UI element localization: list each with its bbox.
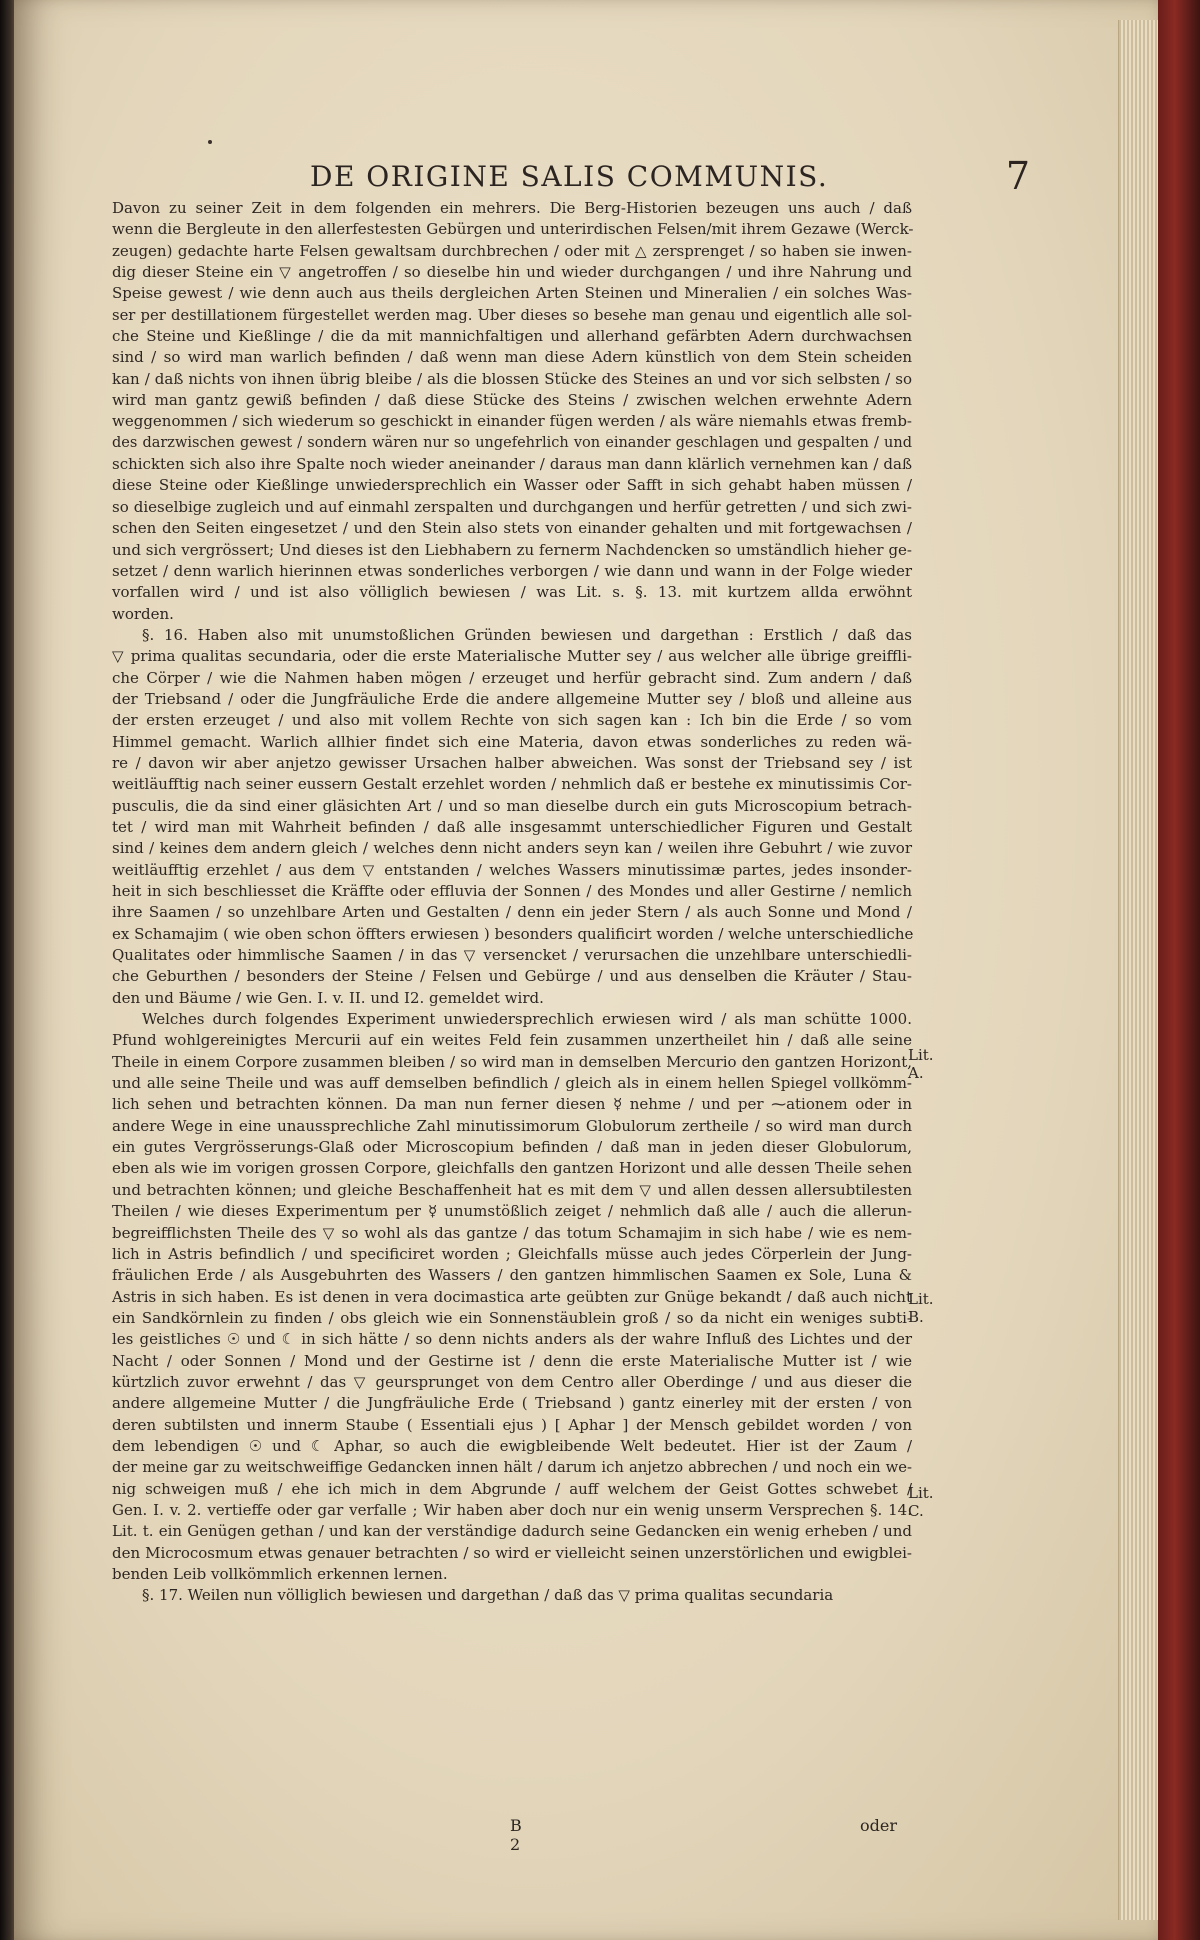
text-line: Qualitates oder himmlische Saamen / in das ▽ versencket / verursachen die unzehlbare unterschiedli- (112, 946, 912, 965)
text-line: eben als wie im vorigen grossen Corpore, gleichfalls den gantzen Horizont und alle dessen Theile sehen (112, 1159, 912, 1178)
body-text (112, 198, 912, 1607)
text-line: weitläufftig erzehlet / aus dem ▽ entstanden / welches Wassers minutissimæ partes, jedes insonder- (112, 860, 912, 879)
margin-note-lit-c: Lit. C. (908, 1484, 934, 1520)
text-line: worden. (112, 604, 174, 623)
catchword: oder (860, 1816, 897, 1835)
text-line: Himmel gemacht. Warlich allhier findet sich eine Materia, davon etwas sonderliches zu reden wä- (112, 732, 912, 751)
text-line: fräulichen Erde / als Ausgebuhrten des Wassers / den gantzen himmlischen Saamen ex Sole, Luna & (112, 1266, 912, 1285)
text-line: wenn die Bergleute in den allerfestesten Gebürgen und unterirdischen Felsen/mit ihrem Gezawe (Werck- (112, 220, 914, 239)
text-line: Speise gewest / wie denn auch aus theils dergleichen Arten Steinen und Mineralien / ein solches Was- (112, 284, 912, 303)
text-line: andere Wege in eine unaussprechliche Zahl minutissimorum Globulorum zertheile / so wird man durch (112, 1116, 912, 1135)
text-line: tet / wird man mit Wahrheit befinden / daß alle insgesammt unterschiedlicher Figuren und Gestalt (112, 817, 912, 836)
text-line: Theile in einem Corpore zusammen bleiben / so wird man in demselben Mercurio den gantzen Horizont, (112, 1052, 912, 1071)
text-line: Gen. I. v. 2. vertieffe oder gar verfalle ; Wir haben aber doch nur ein wenig unserm Versprechen §. 14. (112, 1500, 912, 1519)
text-line: benden Leib vollkömmlich erkennen lernen. (112, 1565, 448, 1583)
text-line: dem lebendigen ☉ und ☾ Aphar, so auch die ewigbleibende Welt bedeutet. Hier ist der Zaum / (112, 1436, 912, 1455)
text-line: weitläufftig nach seiner eussern Gestalt erzehlet worden / nehmlich daß er bestehe ex minutissimis Cor- (112, 775, 912, 794)
page-edges (1118, 20, 1159, 1920)
text-line: re / davon wir aber anjetzo gewisser Ursachen halber abweichen. Was sonst der Triebsand sey / ist (112, 753, 912, 772)
text-line: und sich vergrössert; Und dieses ist den Liebhabern zu fernerm Nachdencken so umständlich hieher ge- (112, 540, 912, 559)
book-cover (1158, 0, 1200, 1940)
text-line: den Microcosmum etwas genauer betrachten / so wird er vielleicht seinen unzerstörlichen und ewigblei- (112, 1543, 912, 1562)
page-number: 7 (1005, 154, 1030, 198)
text-line: kan / daß nichts von ihnen übrig bleibe / als die blossen Stücke des Steines an und vor sich selbsten / so (112, 369, 912, 388)
text-line: so dieselbige zugleich und auf einmahl zerspalten und durchgangen und herfür getretten / und sich zwi- (112, 497, 912, 516)
text-line: begreifflichsten Theile des ▽ so wohl als das gantze / das totum Schamajim in sich habe / wie es nem- (112, 1223, 912, 1242)
text-line: lich in Astris befindlich / und specificiret worden ; Gleichfalls müsse auch jedes Cörperlein der Jung- (112, 1244, 912, 1263)
text-line: lich sehen und betrachten können. Da man nun ferner diesen ☿ nehme / und per ⁓ationem oder in (112, 1095, 912, 1114)
text-line: vorfallen wird / und ist also völliglich bewiesen / was Lit. s. §. 13. mit kurtzem allda erwöhnt (112, 583, 912, 602)
text-line: sind / so wird man warlich befinden / daß wenn man diese Adern künstlich von dem Stein scheiden (112, 348, 912, 367)
text-line: zeugen) gedachte harte Felsen gewaltsam durchbrechen / oder mit △ zersprenget / so haben sie inwen- (112, 241, 912, 260)
text-line: wird man gantz gewiß befinden / daß diese Stücke des Steins / zwischen welchen erwehnte Adern (112, 391, 912, 410)
text-line: heit in sich beschliesset die Kräffte oder effluvia der Sonnen / des Mondes und aller Gestirne / nemlich (112, 882, 912, 900)
text-line: dig dieser Steine ein ▽ angetroffen / so dieselbe hin und wieder durchgangen / und ihre Nahrung und (112, 263, 912, 282)
text-line: ▽ prima qualitas secundaria, oder die erste Materialische Mutter sey / aus welcher alle übrige greiffli- (112, 647, 912, 666)
text-line: ein Sandkörnlein zu finden / obs gleich wie ein Sonnenstäublein groß / so da nicht ein weniges subti- (112, 1308, 912, 1327)
text-line: Lit. t. ein Genügen gethan / und kan der verständige dadurch seine Gedancken ein wenig erheben / und (112, 1522, 912, 1541)
text-line: pusculis, die da sind einer gläsichten Art / und so man dieselbe durch ein guts Microscopium betrach- (112, 796, 912, 815)
text-line: che Geburthen / besonders der Steine / Felsen und Gebürge / und aus denselben die Kräuter / Stau- (112, 967, 912, 986)
text-line: che Steine und Kießlinge / die da mit mannichfaltigen und allerhand gefärbten Adern durchwachsen (112, 327, 912, 346)
text-line: les geistliches ☉ und ☾ in sich hätte / so denn nichts anders als der wahre Influß des Lichtes und der (112, 1330, 912, 1349)
text-line: ex Schamajim ( wie oben schon öffters erwiesen ) besonders qualificirt worden / welche unterschiedliche (112, 924, 914, 943)
signature-mark: B 2 (510, 1816, 522, 1854)
text-line: Pfund wohlgereinigtes Mercurii auf ein weites Feld fein zusammen unzertheilet hin / daß alle seine (112, 1031, 912, 1050)
text-line: schickten sich also ihre Spalte noch wieder aneinander / daraus man dann klärlich vernehmen kan / daß (112, 455, 912, 474)
text-line: und alle seine Theile und was auff demselben befindlich / gleich als in einem hellen Spiegel vollkömm- (112, 1074, 912, 1093)
margin-note-lit-a: Lit. A. (908, 1046, 934, 1082)
text-line: des darzwischen gewest / sondern wären nur so ungefehrlich von einander geschlagen und gespalten / und (112, 434, 912, 451)
text-line: der ersten erzeuget / und also mit vollem Rechte von sich sagen kan : Ich bin die Erde / so vom (112, 711, 912, 730)
text-line: den und Bäume / wie Gen. I. v. II. und I2. gemeldet wird. (112, 988, 544, 1007)
text-line: kürtzlich zuvor erwehnt / das ▽ geursprunget von dem Centro aller Oberdinge / und aus dieser die (112, 1372, 912, 1391)
text-line: Welches durch folgendes Experiment unwiedersprechlich erwiesen wird / als man schütte 1000. (142, 1010, 912, 1029)
text-line: Theilen / wie dieses Experimentum per ☿ unumstößlich zeiget / nehmlich daß alle / auch die allerun- (112, 1202, 912, 1221)
text-line: Nacht / oder Sonnen / Mond und der Gestirne ist / denn die erste Materialische Mutter ist / wie (112, 1351, 912, 1370)
margin-note-lit-b: Lit. B. (908, 1290, 934, 1326)
text-line: und betrachten können; und gleiche Beschaffenheit hat es mit dem ▽ und allen dessen allersubtilesten (112, 1180, 912, 1199)
text-line: weggenommen / sich wiederum so geschickt in einander fügen werden / als wäre niemahls etwas fremb- (112, 412, 912, 431)
text-line: setzet / denn warlich hierinnen etwas sonderliches verborgen / wie dann und wann in der Folge wieder (112, 561, 912, 580)
text-line: che Cörper / wie die Nahmen haben mögen / erzeuget und herfür gebracht sind. Zum andern / daß (112, 668, 912, 687)
text-line: deren subtilsten und innerm Staube ( Essentiali ejus ) [ Aphar ] der Mensch gebildet worden / von (112, 1415, 912, 1434)
text-line: nig schweigen muß / ehe ich mich in dem Abgrunde / auff welchem der Geist Gottes schwebet / (112, 1479, 912, 1498)
text-line: diese Steine oder Kießlinge unwiedersprechlich ein Wasser oder Safft in sich gehabt haben müssen / (112, 476, 912, 495)
running-head: DE ORIGINE SALIS COMMUNIS. (310, 160, 829, 193)
text-line: Astris in sich haben. Es ist denen in vera docimastica arte geübten zur Gnüge bekandt / daß auch nicht (112, 1287, 912, 1306)
text-line: der Triebsand / oder die Jungfräuliche Erde die andere allgemeine Mutter sey / bloß und alleine aus (112, 689, 912, 708)
ink-mark (208, 140, 212, 144)
text-line: §. 16. Haben also mit unumstoßlichen Gründen bewiesen und dargethan : Erstlich / daß das (142, 625, 912, 644)
text-line: schen den Seiten eingesetzet / und den Stein also stets von einander gehalten und mit fortgewachsen / (112, 519, 912, 538)
text-line: sind / keines dem andern gleich / welches denn nicht anders seyn kan / weilen ihre Gebuhrt / wie zuvor (112, 839, 912, 858)
text-line: Davon zu seiner Zeit in dem folgenden ein mehrers. Die Berg-Historien bezeugen uns auch / daß (112, 199, 912, 217)
text-line: §. 17. Weilen nun völliglich bewiesen und dargethan / daß das ▽ prima qualitas secundaria (142, 1586, 834, 1605)
text-line: ein gutes Vergrösserungs-Glaß oder Microscopium befinden / daß man in jeden dieser Globulorum, (112, 1138, 912, 1157)
text-line: ihre Saamen / so unzehlbare Arten und Gestalten / denn ein jeder Stern / als auch Sonne und Mond / (112, 903, 912, 922)
text-line: der meine gar zu weitschweiffige Gedancken innen hält / darum ich anjetzo abbrechen / und noch ein we- (112, 1459, 912, 1477)
text-line: andere allgemeine Mutter / die Jungfräuliche Erde ( Triebsand ) gantz einerley mit der ersten / von (112, 1394, 912, 1413)
text-line: ser per destillationem fürgestellet werden mag. Uber dieses so besehe man genau und eigentlich alle sol- (112, 306, 912, 324)
